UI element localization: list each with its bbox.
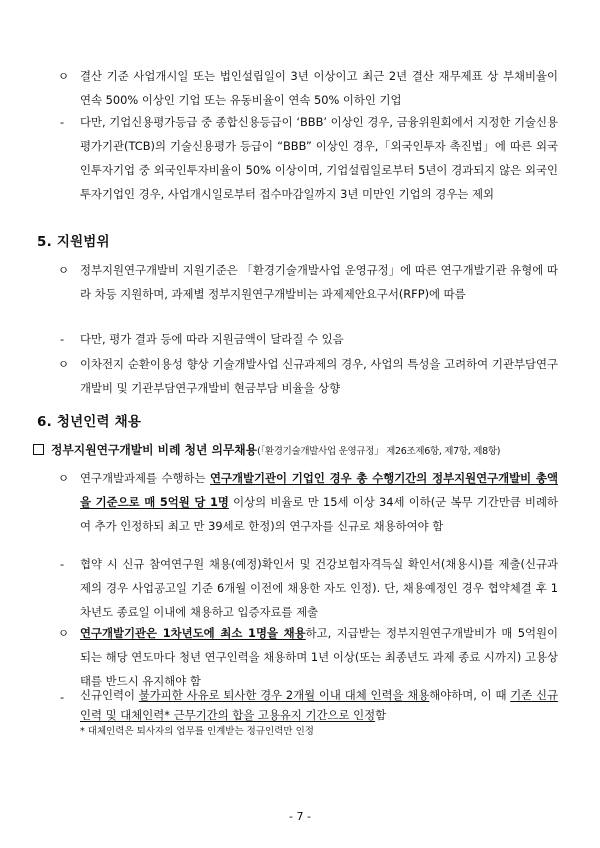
support-amount-note: 다만, 평가 결과 등에 따라 지원금액이 달라질 수 있음 <box>80 332 344 346</box>
battery-project-note: 이차전지 순환이용성 향상 기술개발사업 신규과제의 경우, 사업의 특성을 고려하여 기관부담연구개발비 및 기관부담연구개발비 현금부담 비율을 상향 <box>80 357 558 395</box>
agreement-documents-rule: 협약 시 신규 참여연구원 채용(예정)확인서 및 건강보험자격득실 확인서(채용시)를 제출(신규과제의 경우 사업공고일 기준 6개월 이전에 채용한 자도 인정). 단, 채용예정인 경우 협약체결 후 1차년도 종료일 이내에 채용하고 입증자료를 제출 <box>80 557 558 619</box>
bullet-circle: ㅇ <box>58 263 70 277</box>
criterion-debt-ratio: 결산 기준 사업개시일 또는 법인설립일이 3년 이상이고 최근 2년 결산 재무제표 상 부채비율이 연속 500% 이상인 기업 또는 유동비율이 연속 50% 이하인 기업 <box>80 69 558 107</box>
page-number: - 7 - <box>289 810 311 823</box>
bullet-dash: - <box>60 115 65 129</box>
subheading-mandatory-hiring: 정부지원연구개발비 비례 청년 의무채용(「환경기술개발사업 운영규정」 제26조제6항, 제7항, 제8항) <box>33 440 500 462</box>
checkbox-square-icon <box>33 444 44 455</box>
bullet-circle: ㅇ <box>58 69 70 83</box>
footnote-replacement: * 대체인력은 퇴사자의 업무를 인계받는 정규인력만 인정 <box>80 726 314 737</box>
section-heading-support-scope: 5. 지원범위 <box>37 234 110 250</box>
bullet-dash: - <box>60 332 65 346</box>
regulation-citation: (「환경기술개발사업 운영규정」 제26조제6항, 제7항, 제8항) <box>257 446 501 457</box>
criterion-exception: 다만, 기업신용평가등급 중 종합신용등급이 ‘BBB’ 이상인 경우, 금융위원회에서 지정한 기술신용평가기관(TCB)의 기술신용평가 등급이 “BBB” 이상인 경우,「외국인투자 촉진법」에 따른 외국인투자기업 중 외국인투자비율이 50% 이상이며, 기업설립일로부터 5년이 경과되지 않은 외국인투자기업인 경우, 사업개시일로부터 접수마감일까지 3년 미만인 기업의 경우는 제외 <box>80 115 558 201</box>
bullet-dash: - <box>60 690 65 704</box>
bullet-dash: - <box>60 557 65 571</box>
section-heading-youth-hiring: 6. 청년인력 채용 <box>37 414 142 430</box>
support-criteria: 정부지원연구개발비 지원기준은 「환경기술개발사업 운영규정」에 따른 연구개발기관 유형에 따라 차등 지원하며, 과제별 정부지원연구개발비는 과제제안요구서(RFP)에 따름 <box>80 263 558 301</box>
bullet-circle: ㅇ <box>58 471 70 485</box>
bullet-circle: ㅇ <box>58 626 70 640</box>
hiring-ratio-rule: 연구개발과제를 수행하는 연구개발기관이 기업인 경우 총 수행기간의 정부지원연구개발비 총액을 기준으로 매 5억원 당 1명 이상의 비율로 만 15세 이상 34세 이하(군 복무 기간만큼 비례하여 추가 인정하되 최고 만 39세로 한정)의 연구자를 신규로 채용하여야 함 <box>80 471 558 533</box>
bullet-circle: ㅇ <box>58 357 70 371</box>
first-year-hiring-rule: 연구개발기관은 1차년도에 최소 1명을 채용하고, 지급받는 정부지원연구개발비가 매 5억원이 되는 해당 연도마다 청년 연구인력을 채용하며 1년 이상(또는 최종년도 과제 종료 시까지) 고용상태를 반드시 유지해야 함 <box>80 626 558 688</box>
replacement-hiring-rule: 신규인력이 불가피한 사유로 퇴사한 경우 2개월 이내 대체 인력을 채용해야하며, 이 때 기존 신규인력 및 대체인력* 근무기간의 합을 고용유지 기간으로 인정함 <box>80 688 558 722</box>
